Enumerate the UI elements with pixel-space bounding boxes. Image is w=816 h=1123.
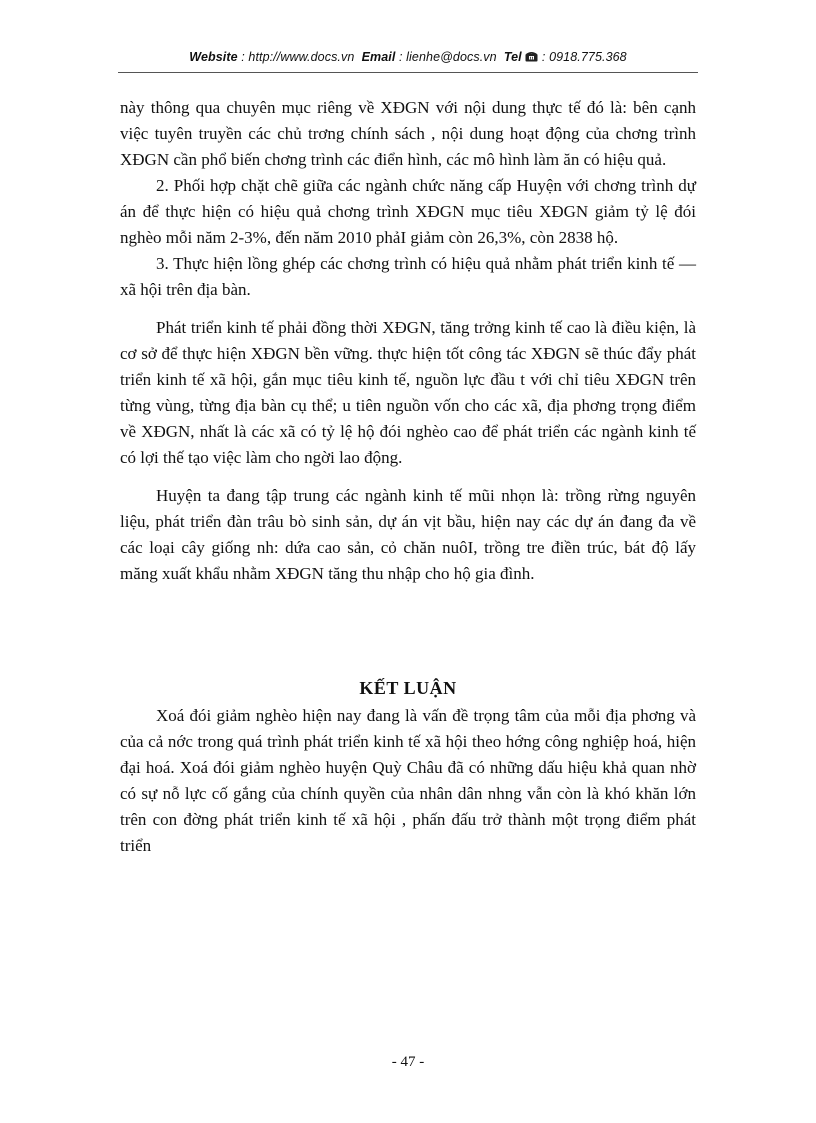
conclusion-heading: KẾT LUẬN	[359, 678, 457, 698]
paragraph-1: này thông qua chuyên mục riêng về XĐGN với nội dung thực tế đó là: bên cạnh việc tuyên truyền các chủ trơng chính sách , nội dung hoạt động của chơng trình XĐGN cần phổ biến chơng trình các điển hình, các mô hình làm ăn có hiệu quả.	[120, 98, 696, 169]
header-divider	[118, 72, 698, 73]
paragraph-3: 3. Thực hiện lồng ghép các chơng trình có hiệu quả nhằm phát triển kinh tế — xã hội trên địa bàn.	[120, 254, 696, 299]
document-body	[120, 95, 696, 859]
email-address[interactable]: : lienhe@docs.vn	[399, 50, 497, 64]
paragraph-4: Phát triển kinh tế phải đồng thời XĐGN, tăng trởng kinh tế cao là điều kiện, là cơ sở để thực hiện XĐGN bền vững. thực hiện tốt công tác XĐGN sẽ thúc đẩy phát triển kinh tế xã hội, gắn mục tiêu kinh tế, nguồn lực đầu t với chỉ tiêu XĐGN trên từng vùng, từng địa bàn cụ thể; u tiên nguồn vốn cho các xã, địa phơng trọng điểm về XĐGN, nhất là các xã có tỷ lệ hộ đói nghèo cao để phát triển các ngành kinh tế có lợi thế tạo việc làm cho ngời lao động.	[120, 318, 696, 467]
paragraph-6: Xoá đói giảm nghèo hiện nay đang là vấn đề trọng tâm của mỗi địa phơng và của cả nớc trong quá trình phát triển kinh tế xã hội theo hớng công nghiệp hoá, hiện đại hoá. Xoá đói giảm nghèo huyện Quỳ Châu đã có những dấu hiệu khả quan nhờ có sự nỗ lực cố gắng của chính quyền của nhân dân nhng vẫn còn là khó khăn lớn trên con đờng phát triển kinh tế xã hội , phấn đấu trở thành một trọng điểm phát triển	[120, 706, 696, 855]
tel-label: Tel	[503, 50, 522, 64]
website-url[interactable]: : http://www.docs.vn	[241, 50, 355, 64]
tel-number: : 0918.775.368	[541, 50, 627, 64]
phone-icon	[525, 50, 542, 64]
page-header	[0, 50, 816, 64]
paragraph-5: Huyện ta đang tập trung các ngành kinh tế mũi nhọn là: trồng rừng nguyên liệu, phát triển đàn trâu bò sinh sản, dự án vịt bầu, hiện nay các dự án đang đa về các loại cây giống nh: dứa cao sản, cỏ chăn nuôI, trồng tre điền trúc, bát độ lấy măng xuất khẩu nhằm XĐGN tăng thu nhập cho hộ gia đình.	[120, 486, 696, 583]
website-label: Website	[189, 50, 238, 64]
page-number: - 47 -	[391, 1054, 425, 1070]
paragraph-2: 2. Phối hợp chặt chẽ giữa các ngành chức năng cấp Huyện với chơng trình dự án để thực hiện có hiệu quả chơng trình XĐGN mục tiêu XĐGN giảm tỷ lệ đói nghèo mỗi năm 2-3%, đến năm 2010 phảI giảm còn 26,3%, còn 2838 hộ.	[120, 176, 696, 247]
email-label: Email	[361, 50, 396, 64]
